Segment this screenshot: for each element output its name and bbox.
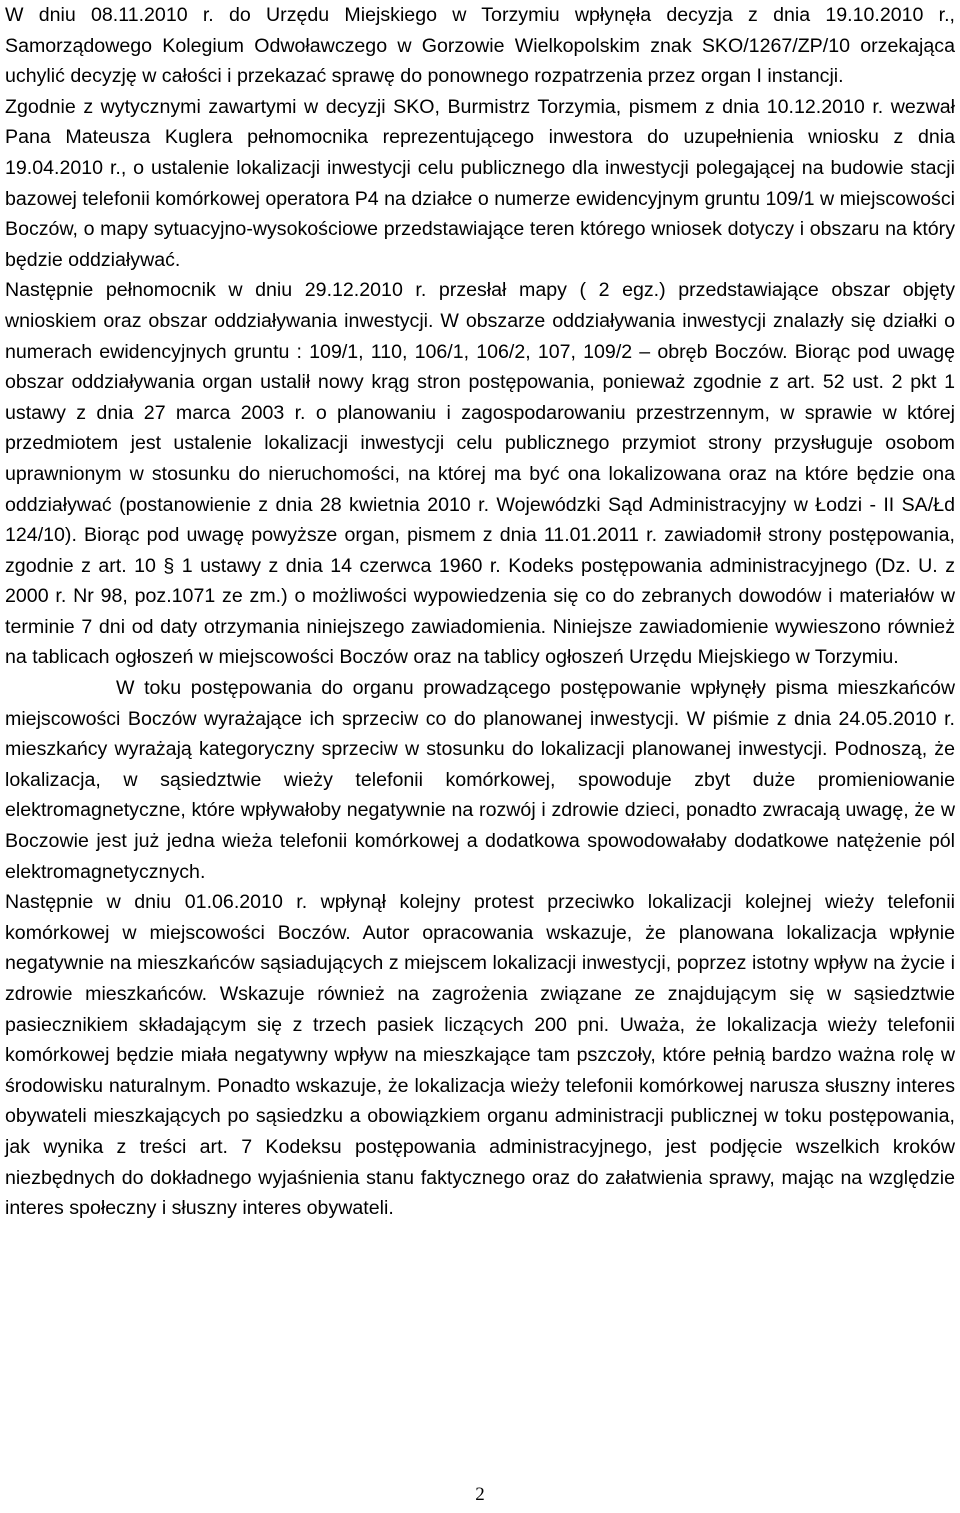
paragraph-parties-notification: Następnie pełnomocnik w dniu 29.12.2010 r. przesłał mapy ( 2 egz.) przedstawiające obszar objęty wnioskiem oraz obszar oddziaływania inwestycji. W obszarze oddziaływania inwestycji znalazły się działki o numerach ewidencyjnych gruntu : 109/1, 110, 106/1, 106/2, 107, 109/2 – obręb Boczów. Biorąc pod uwagę obszar oddziaływania organ ustalił nowy krąg stron postępowania, ponieważ zgodnie z art. 52 ust. 2 pkt 1 ustawy z dnia 27 marca 2003 r. o planowaniu i zagospodarowaniu przestrzennym, w sprawie w której przedmiotem jest ustalenie lokalizacji inwestycji celu publicznego przymiot strony przysługuje osobom uprawnionym w stosunku do nieruchomości, na której ma być ona lokalizowana oraz na które będzie ona oddziaływać (postanowienie z dnia 28 kwietnia 2010 r. Wojewódzki Sąd Administracyjny w Łodzi - II SA/Łd 124/10). Biorąc pod uwagę powyższe organ, pismem z dnia 11.01.2011 r. zawiadomił strony postępowania, zgodnie z art. 10 § 1 ustawy z dnia 14 czerwca 1960 r. Kodeks postępowania administracyjnego (Dz. U. z 2000 r. Nr 98, poz.1071 ze zm.) o możliwości wypowiedzenia się co do zebranych dowodów i materiałów w terminie 7 dni od daty otrzymania niniejszego zawiadomienia. Niniejsze zawiadomienie wywieszono również na tablicach ogłoszeń w miejscowości Boczów oraz na tablicy ogłoszeń Urzędu Miejskiego w Torzymiu. [5, 279, 955, 669]
document-page [5, 0, 955, 1224]
page-number: 2 [475, 1484, 485, 1505]
paragraph-request-for-maps: Zgodnie z wytycznymi zawartymi w decyzji SKO, Burmistrz Torzymia, pismem z dnia 10.12.2010 r. wezwał Pana Mateusza Kuglera pełnomocnika reprezentującego inwestora do uzupełnienia wniosku z dnia 19.04.2010 r., o ustalenie lokalizacji inwestycji celu publicznego dla inwestycji polegającej na budowie stacji bazowej telefonii komórkowej operatora P4 na działce o numerze ewidencyjnym gruntu 109/1 w miejscowości Boczów, o mapy sytuacyjno-wysokościowe przedstawiające teren którego wniosek dotyczy i obszaru na który będzie oddziaływać. [5, 95, 955, 271]
paragraph-residents-objection: W toku postępowania do organu prowadzącego postępowanie wpłynęły pisma mieszkańców miejscowości Boczów wyrażające ich sprzeciw co do planowanej inwestycji. W piśmie z dnia 24.05.2010 r. mieszkańcy wyrażają kategoryczny sprzeciw w stosunku do lokalizacji planowanej inwestycji. Podnoszą, że lokalizacja, w sąsiedztwie wieży telefonii komórkowej, spowoduje zbyt duże promieniowanie elektromagnetyczne, które wpływałoby negatywnie na rozwój i zdrowie dzieci, ponadto zwracają uwagę, że w Boczowie jest już jedna wieża telefonii komórkowej a dodatkowa spowodowałaby dodatkowe natężenie pól elektromagnetycznych. [5, 677, 955, 883]
paragraph-sko-decision: W dniu 08.11.2010 r. do Urzędu Miejskiego w Torzymiu wpłynęła decyzja z dnia 19.10.2010 r., Samorządowego Kolegium Odwoławczego w Gorzowie Wielkopolskim znak SKO/1267/ZP/10 orzekająca uchylić decyzję w całości i przekazać sprawę do ponownego rozpatrzenia przez organ I instancji. [5, 4, 955, 88]
paragraph-second-protest: Następnie w dniu 01.06.2010 r. wpłynął kolejny protest przeciwko lokalizacji kolejnej wieży telefonii komórkowej w miejscowości Boczów. Autor opracowania wskazuje, że planowana lokalizacja wpłynie negatywnie na mieszkańców sąsiadujących z miejscem lokalizacji inwestycji, poprzez istotny wpływ na życie i zdrowie mieszkańców. Wskazuje również na zagrożenia związane ze znajdującym się w sąsiedztwie pasiecznikiem składającym się z trzech pasiek liczących 200 pni. Uważa, że lokalizacja wieży telefonii komórkowej będzie miała negatywny wpływ na mieszkające tam pszczoły, które pełnią bardzo ważna rolę w środowisku naturalnym. Ponadto wskazuje, że lokalizacja wieży telefonii komórkowej narusza słuszny interes obywateli mieszkających po sąsiedzku a obowiązkiem organu administracji publicznej w toku postępowania, jak wynika z treści art. 7 Kodeksu postępowania administracyjnego, jest podjęcie wszelkich kroków niezbędnych do dokładnego wyjaśnienia stanu faktycznego oraz do załatwienia sprawy, mając na względzie interes społeczny i słuszny interes obywateli. [5, 891, 955, 1220]
